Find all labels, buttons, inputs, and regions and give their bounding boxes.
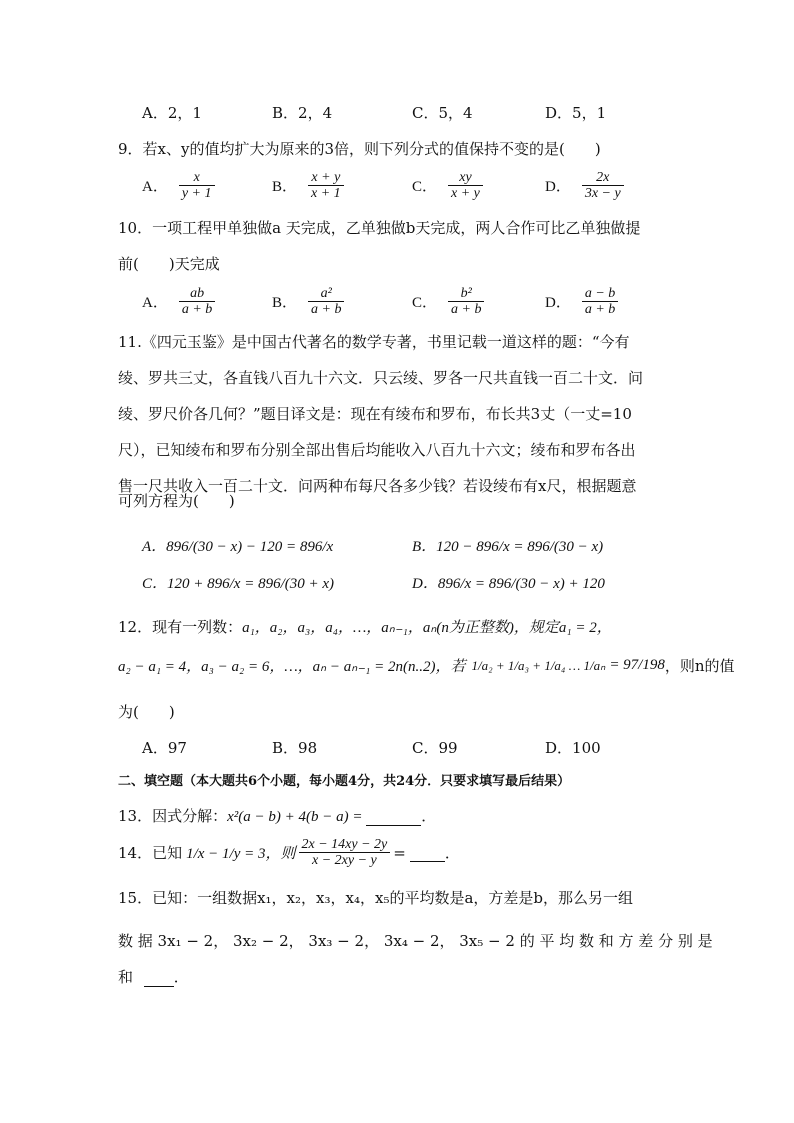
q8-option-c: C．5，4 [412,104,473,122]
q10-option-a: A． $\frac{ab}{a + b}$ [142,286,218,318]
q12-option-b: B．98 [272,739,318,757]
q12-stem-line3: 为( ) [118,703,175,721]
q9-option-a: A． $\frac{x}{y + 1}$ [142,170,218,202]
q13-stem: 13．因式分解：x²(a − b) + 4(b − a) = ． [118,807,437,825]
q10-option-d: D． $\frac{a - b}{a + b}$ [545,286,621,318]
q11-stem-line5: 售一尺共收入一百二十文．问两种布每尺各多少钱？若设绫布有x尺，根据题意 [118,477,637,495]
q13-answer-blank[interactable] [366,825,421,826]
q14-answer-blank[interactable] [410,843,445,862]
q15-stem-line3: 和 ． [118,968,189,986]
q11-stem-line4: 尺），已知绫布和罗布分别全部出售后均能收入八百九十六文；绫布和罗布各出 [118,441,636,459]
q15-stem-line2: 数 据 3x₁ − 2， 3x₂ − 2， 3x₃ − 2， 3x₄ − 2， 3x₅ − 2 的 平 均 数 和 方 差 分 别 是 [118,932,713,950]
q12-option-d: D．100 [545,739,601,757]
q8-option-d: D．5，1 [545,104,607,122]
q9-option-c: C． $\frac{xy}{x + y}$ [412,170,486,202]
q12-option-a: A．97 [142,739,187,757]
q15-stem-line1: 15．已知：一组数据x₁，x₂，x₃，x₄，x₅的平均数是a，方差是b，那么另一组 [118,889,633,907]
q11-option-b: B．120 − 896/x = 896/(30 − x) [412,539,604,555]
q10-stem-line2: 前( )天完成 [118,255,220,273]
q8-option-a: A．2，1 [142,104,202,122]
section-heading: 二、填空题（本大题共6个小题，每小题4分，共24分．只要求填写最后结果） [118,774,571,789]
q10-stem-line1: 10．一项工程甲单独做a 天完成，乙单独做b天完成，两人合作可比乙单独做提 [118,219,641,237]
q15-answer-blank[interactable] [144,968,174,987]
q11-option-a: A．896/(30 − x) − 120 = 896/x [142,539,334,555]
q9-stem: 9．若x、y的值均扩大为原来的3倍，则下列分式的值保持不变的是( ) [118,140,601,158]
q12-option-c: C．99 [412,739,458,757]
q10-option-b: B． $\frac{\text{a²}}{a + b}$ [272,286,347,318]
q12-stem-line1: 12．现有一列数：a₁，a₂，a₃，a₄，…，aₙ₋₁，aₙ(n为正整数)，规定a₁ = 2， [118,618,612,636]
q9-option-b: B． $\frac{x + y}{x + 1}$ [272,170,347,202]
q11-stem-line2: 绫、罗共三丈，各直钱八百九十六文．只云绫、罗各一尺共直钱一百二十文．问 [118,369,644,387]
q14-stem: 14．已知 1/x − 1/y = 3，则 $\frac{2x - 14xy - 2y}{x - 2xy - y}$ = ． [118,837,460,869]
q11-stem-line3: 绫、罗尺价各几何？”题目译文是：现在有绫布和罗布，布长共3丈（一丈=10 [118,405,632,423]
q12-stem-line2: a₂ − a₁ = 4，a₃ − a₂ = 6，…，aₙ − aₙ₋₁ = 2n(n..2)，若 1/a₂ + 1/a₃ + 1/a₄ … 1/aₙ = 97/198 ，则n的值 [118,657,735,675]
q9-option-d: D． $\frac{2x}{3x - y}$ [545,170,627,202]
q8-option-b: B．2，4 [272,104,333,122]
q11-option-c: C．120 + 896/x = 896/(30 + x) [142,576,335,592]
q10-option-c: C． $\frac{\text{b²}}{a + b}$ [412,286,487,318]
q11-stem-line1: 11.《四元玉鉴》是中国古代著名的数学专著，书里记载一道这样的题：“今有 [118,333,630,351]
q11-stem-line6: 可列方程为( ) [118,492,235,510]
q11-option-d: D．896/x = 896/(30 − x) + 120 [412,576,605,592]
